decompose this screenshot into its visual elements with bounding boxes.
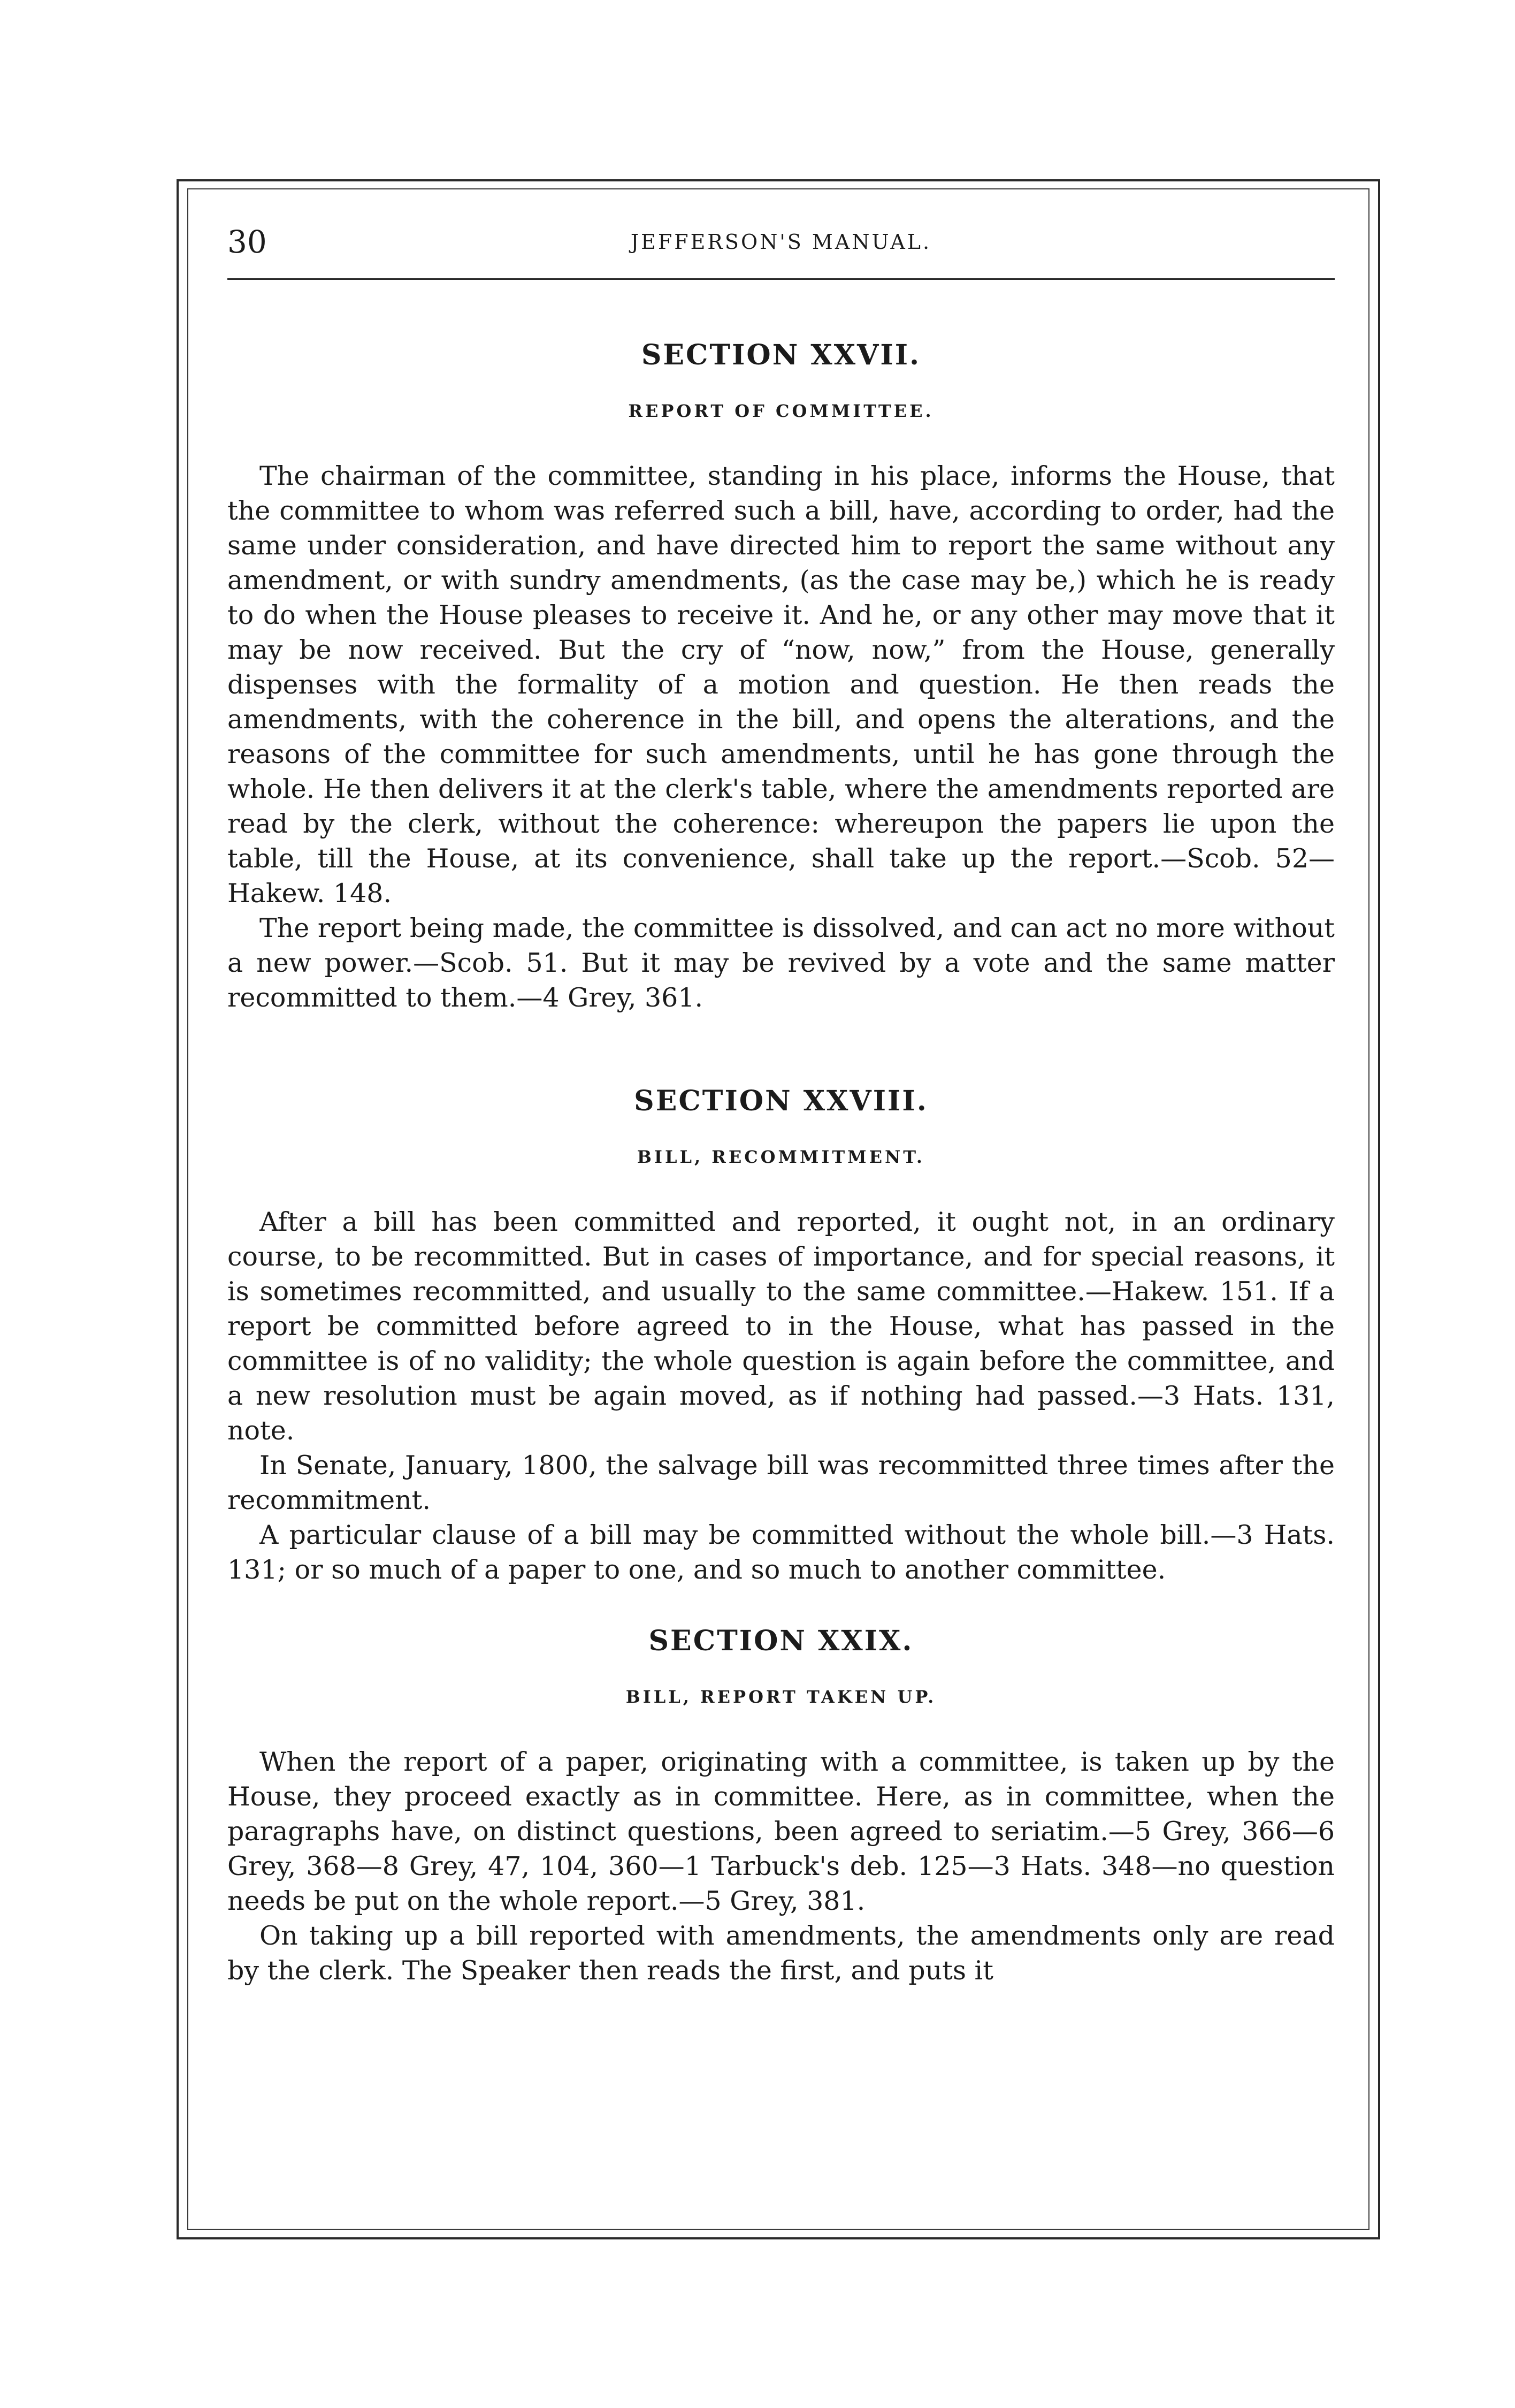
section-29 <box>227 1625 1335 1988</box>
section-subheading: BILL, REPORT TAKEN UP. <box>625 1687 937 1707</box>
paragraph: After a bill has been committed and reported, it ought not, in an ordinary course, to be recommitted. But in cases of importance, and for special reasons, it is sometimes recommitted, and usually to the same committee.—Hakew. 151. If a report be committed before agreed to in the House, what has passed in the committee is of no validity; the whole question is again before the committee, and a new resolution must be again moved, as if nothing had passed.—3 Hats. 131, note. <box>227 1207 1335 1446</box>
running-title: JEFFERSON'S MANUAL. <box>630 230 932 254</box>
section-subheading: REPORT OF COMMITTEE. <box>628 401 934 421</box>
paragraph: When the report of a paper, originating with a committee, is taken up by the House, they proceed exactly as in committee. Here, as in committee, when the paragraphs have, on distinct questions, been agreed to seriatim.—5 Grey, 366—6 Grey, 368—8 Grey, 47, 104, 360—1 Tarbuck's deb. 125—3 Hats. 348—no question needs be put on the whole report.—5 Grey, 381. <box>227 1747 1335 1916</box>
section-heading: SECTION XXVII. <box>641 339 921 371</box>
section-27 <box>227 339 1335 1015</box>
section-heading: SECTION XXVIII. <box>634 1085 928 1117</box>
paragraph: On taking up a bill reported with amendments, the amendments only are read by the clerk. The Speaker then reads the first, and puts it <box>227 1921 1335 1986</box>
paragraph: The report being made, the committee is dissolved, and can act no more without a new power.—Scob. 51. But it may be revived by a vote and the same matter recommitted to them.—4 Grey, 361. <box>227 913 1335 1013</box>
page-number: 30 <box>227 224 267 260</box>
paragraph: A particular clause of a bill may be committed without the whole bill.—3 Hats. 131; or so much of a paper to one, and so much to another committee. <box>227 1520 1335 1585</box>
section-28 <box>227 1085 1335 1587</box>
section-heading: SECTION XXIX. <box>648 1625 914 1657</box>
paragraph: In Senate, January, 1800, the salvage bill was recommitted three times after the recommitment. <box>227 1450 1335 1515</box>
running-head <box>227 214 1335 280</box>
paragraph: The chairman of the committee, standing in his place, informs the House, that the committee to whom was referred such a bill, have, according to order, had the same under consideration, and have directed him to report the same without any amendment, or with sundry amendments, (as the case may be,) which he is ready to do when the House pleases to receive it. And he, or any other may move that it may be now received. But the cry of “now, now,” from the House, generally dispenses with the formality of a motion and question. He then reads the amendments, with the coherence in the bill, and opens the alterations, and the reasons of the committee for such amendments, until he has gone through the whole. He then delivers it at the clerk's table, where the amendments reported are read by the clerk, without the coherence: whereupon the papers lie upon the table, till the House, at its convenience, shall take up the report.—Scob. 52—Hakew. 148. <box>227 461 1335 909</box>
section-subheading: BILL, RECOMMITMENT. <box>637 1147 925 1167</box>
page-content <box>227 214 1335 1988</box>
